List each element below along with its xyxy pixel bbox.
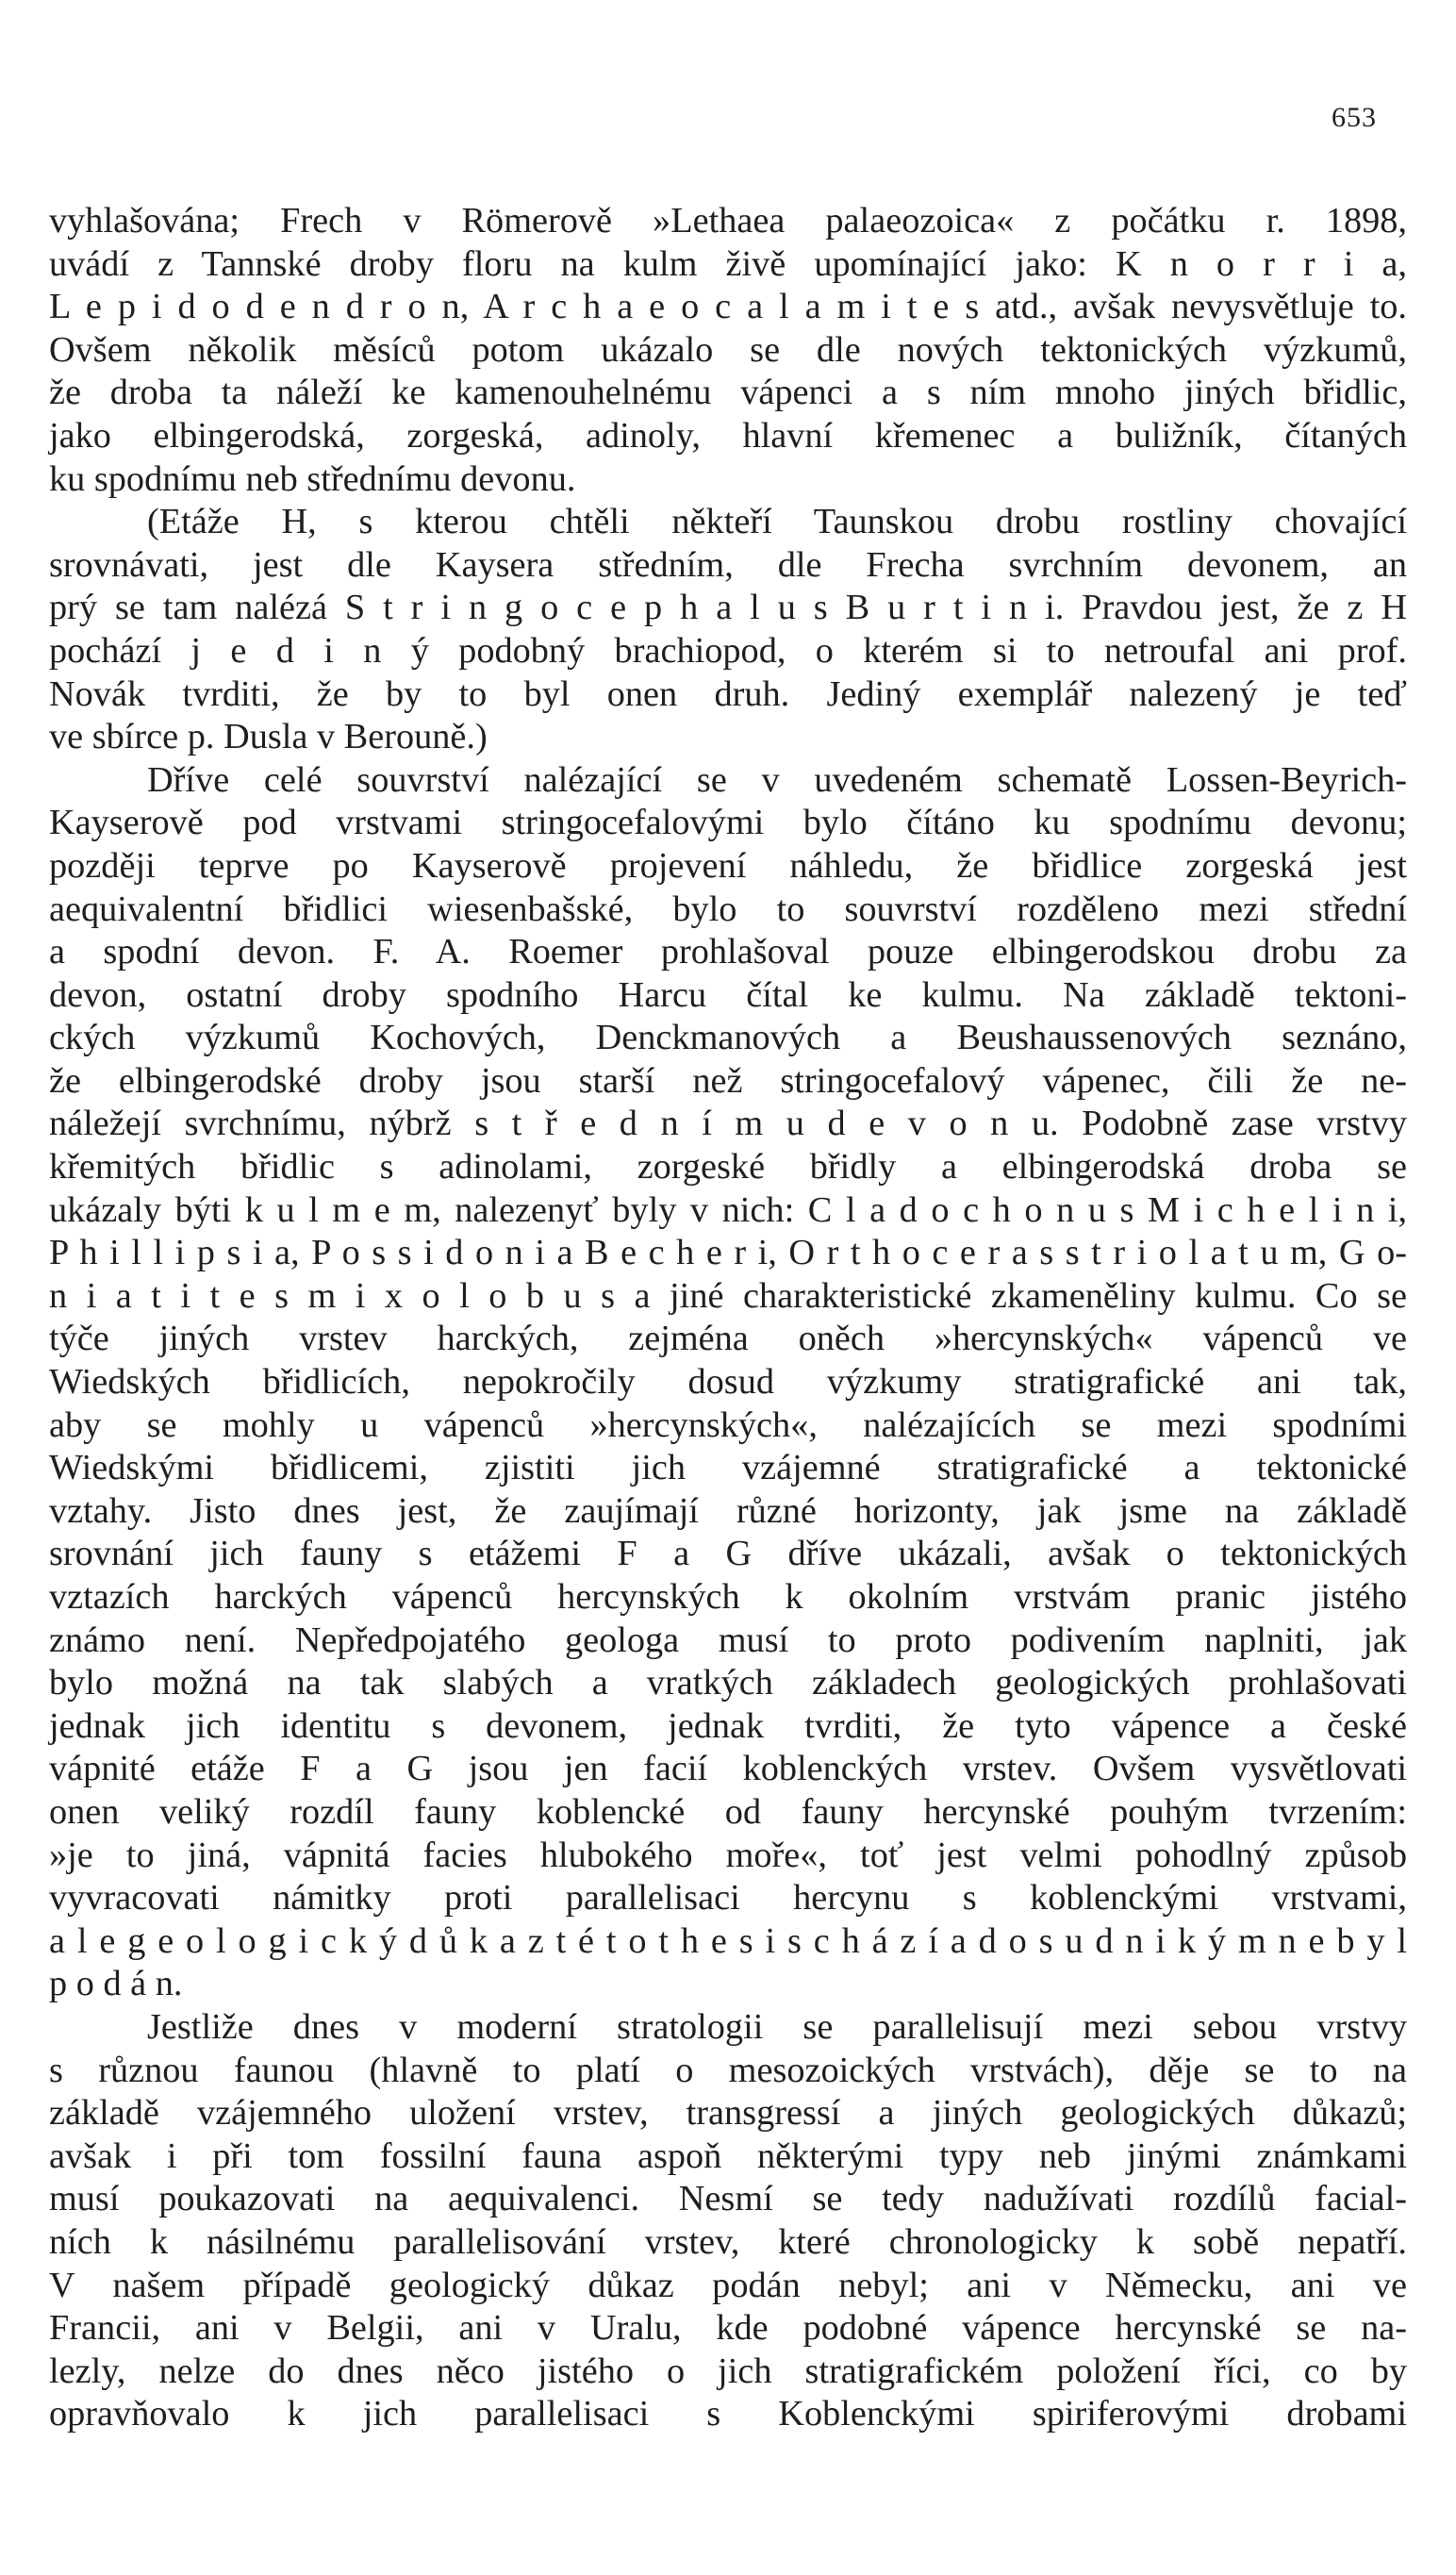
text-line: později teprve po Kayserově projevení náhledu, že břidlice zorgeská jest [49, 845, 1407, 886]
text-line: onen veliký rozdíl fauny koblencké od fauny hercynské pouhým tvrzením: [49, 1791, 1407, 1832]
text-line: a spodní devon. F. A. Roemer prohlašoval pouze elbingerodskou drobu za [49, 932, 1407, 972]
text-line: musí poukazovati na aequivalenci. Nesmí se tedy nadužívati rozdílů facial- [49, 2179, 1407, 2219]
text-line: lezly, nelze do dnes něco jistého o jich stratigrafickém položení říci, co by [49, 2351, 1407, 2391]
text-line: známo není. Nepředpojatého geologa musí to proto podivením naplniti, jak [49, 1620, 1407, 1660]
text-line: vyhlašována; Frech v Römerově »Lethaea palaeozoica« z počátku r. 1898, [49, 201, 1407, 241]
text-line: Dříve celé souvrství nalézající se v uvedeném schematě Lossen-Beyrich- [147, 759, 1407, 800]
text-line: ku spodnímu neb střednímu devonu. [49, 458, 576, 499]
text-line: jednak jich identitu s devonem, jednak tvrditi, že tyto vápence a české [49, 1705, 1407, 1746]
text-line: L e p i d o d e n d r o n, A r c h a e o c a l a m i t e s atd., avšak nevysvětluje to. [49, 287, 1407, 327]
text-line: srovnání jich fauny s etážemi F a G dříve ukázali, avšak o tektonických [49, 1534, 1407, 1574]
text-line: ukázaly býti k u l m e m, nalezenyť byly v nich: C l a d o c h o n u s M i c h e l i n i, [49, 1189, 1407, 1230]
text-line: V našem případě geologický důkaz podán nebyl; ani v Německu, ani ve [49, 2265, 1407, 2305]
text-line: Jestliže dnes v moderní stratologii se parallelisují mezi sebou vrstvy [147, 2006, 1407, 2047]
text-line: pochází j e d i n ý podobný brachiopod, o kterém si to netroufal ani prof. [49, 630, 1407, 671]
text-line: ve sbírce p. Dusla v Berouně.) [49, 717, 488, 757]
text-line: ních k násilnému parallelisování vrstev, které chronologicky k sobě nepatří. [49, 2221, 1407, 2262]
text-line: týče jiných vrstev harckých, zejména oněch »hercynských« vápenců ve [49, 1319, 1407, 1359]
text-line: n i a t i t e s m i x o l o b u s a jiné charakteristické zkameněliny kulmu. Co se [49, 1275, 1407, 1316]
page-number: 653 [1332, 102, 1377, 133]
text-line: vyvracovati námitky proti parallelisaci hercynu s koblenckými vrstvami, [49, 1878, 1407, 1919]
text-line: základě vzájemného uložení vrstev, transgressí a jiných geologických důkazů; [49, 2093, 1407, 2134]
text-line: Wiedskými břidlicemi, zjistiti jich vzájemné stratigrafické a tektonické [49, 1448, 1407, 1488]
text-line: Novák tvrditi, že by to byl onen druh. Jediný exemplář nalezený je teď [49, 673, 1407, 714]
body-text [49, 200, 1407, 2436]
text-line: ckých výzkumů Kochových, Denckmanových a Beushaussenových seznáno, [49, 1018, 1407, 1058]
text-line: p o d á n. [49, 1964, 183, 2004]
text-line: vápnité etáže F a G jsou jen facií koblenckých vrstev. Ovšem vysvětlovati [49, 1749, 1407, 1789]
text-line: s různou faunou (hlavně to platí o mesozoických vrstvách), děje se to na [49, 2050, 1407, 2090]
text-line: vztazích harckých vápenců hercynských k okolním vrstvám pranic jistého [49, 1577, 1407, 1617]
text-line: prý se tam nalézá S t r i n g o c e p h a l u s B u r t i n i. Pravdou jest, že z H [49, 588, 1407, 628]
text-line: devon, ostatní droby spodního Harcu čítal ke kulmu. Na základě tektoni- [49, 974, 1407, 1015]
text-line: že droba ta náleží ke kamenouhelnému vápenci a s ním mnoho jiných břidlic, [49, 373, 1407, 413]
text-line: jako elbingerodská, zorgeská, adinoly, hlavní křemenec a buližník, čítaných [49, 415, 1407, 456]
text-line: Wiedských břidlicích, nepokročily dosud výzkumy stratigrafické ani tak, [49, 1362, 1407, 1403]
text-line: (Etáže H, s kterou chtěli někteří Taunskou drobu rostliny chovající [147, 502, 1407, 542]
text-line: a l e g e o l o g i c k ý d ů k a z t é t o t h e s i s c h á z í a d o s u d n i k ý m n e b y l [49, 1920, 1407, 1961]
text-line: uvádí z Tannské droby floru na kulm živě upomínající jako: K n o r r i a, [49, 243, 1407, 284]
text-line: Ovšem několik měsíců potom ukázalo se dle nových tektonických výzkumů, [49, 329, 1407, 370]
text-line: P h i l l i p s i a, P o s s i d o n i a B e c h e r i, O r t h o c e r a s s t r i o l a t u m, G o- [49, 1233, 1407, 1273]
text-line: že elbingerodské droby jsou starší než stringocefalový vápenec, čili že ne- [49, 1060, 1407, 1101]
text-line: Francii, ani v Belgii, ani v Uralu, kde podobné vápence hercynské se na- [49, 2308, 1407, 2349]
text-line: aby se mohly u vápenců »hercynských«, nalézajících se mezi spodními [49, 1404, 1407, 1445]
text-line: aequivalentní břidlici wiesenbašské, bylo to souvrství rozděleno mezi střední [49, 889, 1407, 929]
text-line: bylo možná na tak slabých a vratkých základech geologických prohlašovati [49, 1663, 1407, 1703]
text-line: křemitých břidlic s adinolami, zorgeské břidly a elbingerodská droba se [49, 1147, 1407, 1188]
text-line: Kayserově pod vrstvami stringocefalovými bylo čítáno ku spodnímu devonu; [49, 803, 1407, 843]
text-line: »je to jiná, vápnitá facies hlubokého moře«, toť jest velmi pohodlný způsob [49, 1835, 1407, 1875]
text-line: náležejí svrchnímu, nýbrž s t ř e d n í m u d e v o n u. Podobně zase vrstvy [49, 1104, 1407, 1144]
text-line: srovnávati, jest dle Kaysera středním, dle Frecha svrchním devonem, an [49, 544, 1407, 585]
text-line: opravňovalo k jich parallelisaci s Koblenckými spiriferovými drobami [49, 2394, 1407, 2434]
text-line: vztahy. Jisto dnes jest, že zaujímají různé horizonty, jak jsme na základě [49, 1490, 1407, 1531]
text-line: avšak i při tom fossilní fauna aspoň některými typy neb jinými známkami [49, 2135, 1407, 2176]
